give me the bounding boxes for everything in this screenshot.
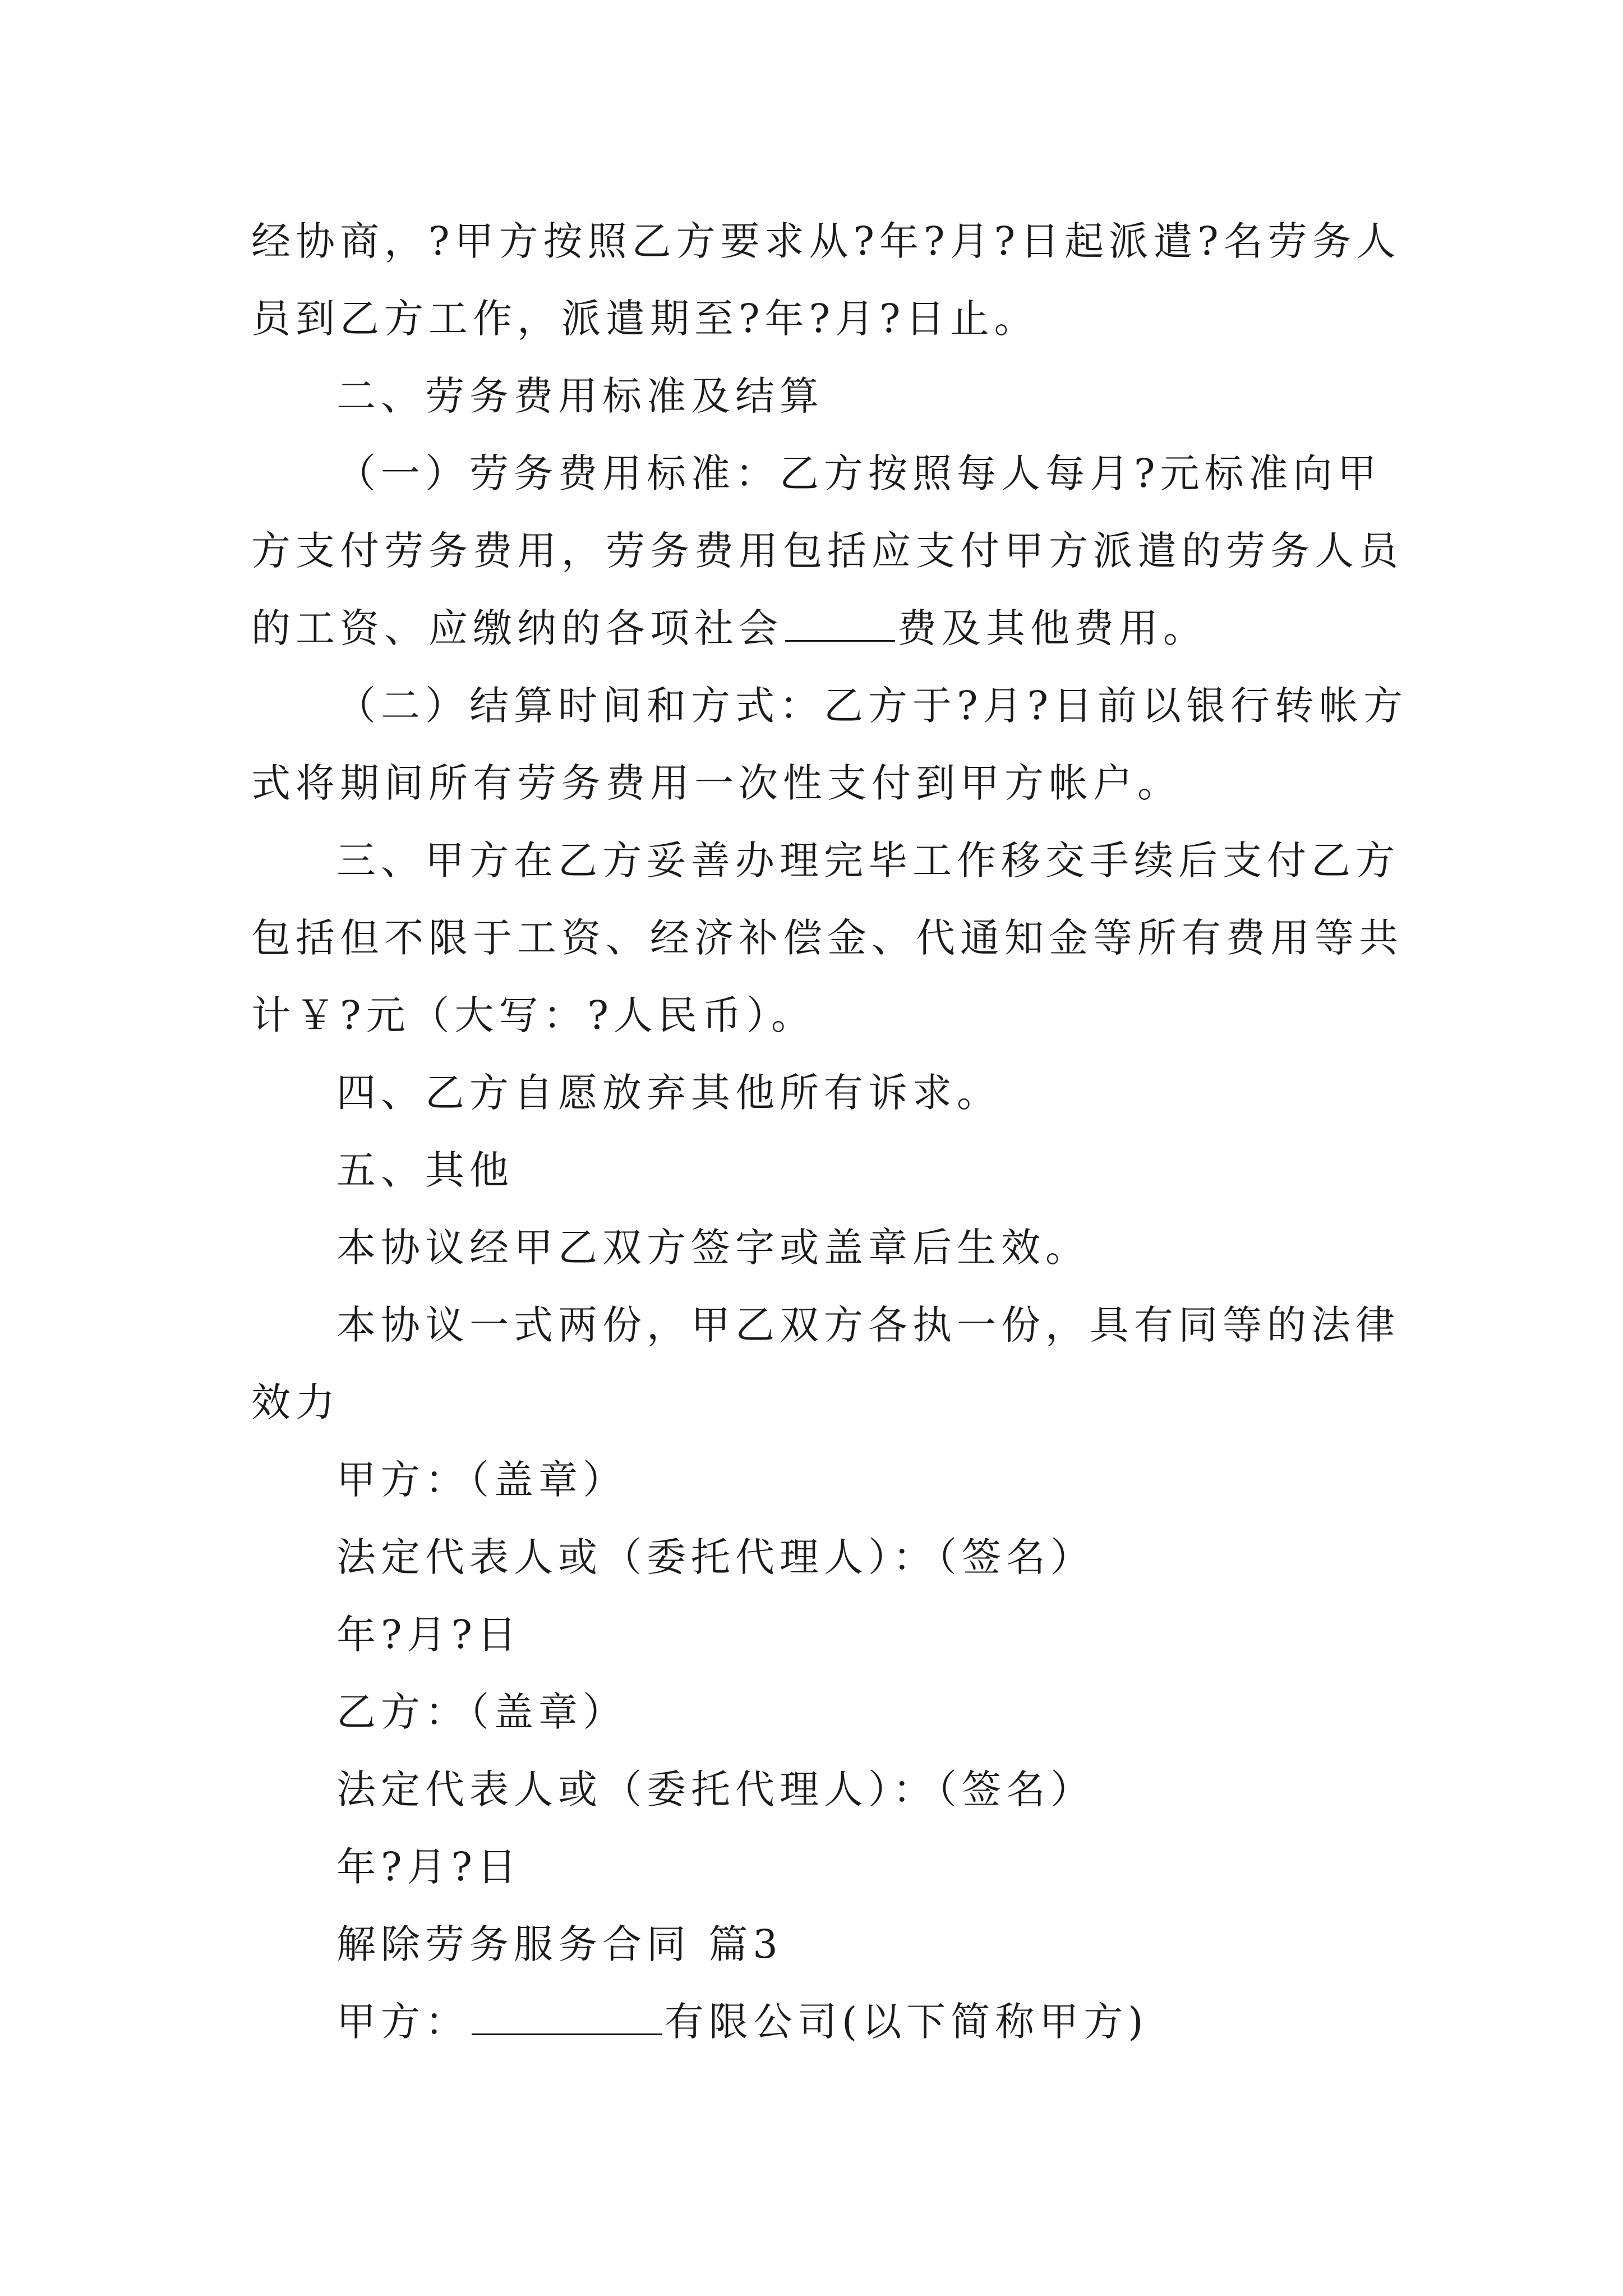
document-title: 解除劳务服务合同 篇3 (336, 1921, 783, 1967)
signature-line: 乙方：（盖章） (336, 1689, 627, 1735)
party-line-with-blank (336, 1994, 1149, 2050)
date-line: 年?月?日 (336, 1844, 522, 1890)
paragraph-line: 四、乙方自愿放弃其他所有诉求。 (336, 1070, 1001, 1116)
paragraph-line-with-blank (251, 600, 1207, 656)
paragraph-line: 本协议经甲乙双方签字或盖章后生效。 (336, 1225, 1090, 1271)
paragraph-line: 包括但不限于工资、经济补偿金、代通知金等所有费用等共 (251, 915, 1403, 961)
paragraph-line: 方支付劳务费用，劳务费用包括应支付甲方派遣的劳务人员 (251, 528, 1403, 574)
text-segment: 有限公司(以下简称甲方) (665, 1999, 1149, 2045)
paragraph-line: 本协议一式两份，甲乙双方各执一份，具有同等的法律 (336, 1302, 1400, 1348)
paragraph-line: 经协商，?甲方按照乙方要求从?年?月?日起派遣?名劳务人 (251, 218, 1401, 264)
paragraph-line: 式将期间所有劳务费用一次性支付到甲方帐户。 (251, 760, 1182, 806)
fill-in-blank (472, 1996, 662, 2035)
paragraph-line: 效力 (251, 1379, 340, 1425)
text-segment: 的工资、应缴纳的各项社会 (251, 605, 783, 651)
text-segment: 甲方： (336, 1999, 469, 2045)
paragraph-line: 三、甲方在乙方妥善办理完毕工作移交手续后支付乙方 (336, 838, 1400, 884)
paragraph-line: 员到乙方工作，派遣期至?年?月?日止。 (251, 296, 1039, 342)
paragraph-line: 计￥?元（大写：?人民币）。 (251, 992, 816, 1038)
date-line: 年?月?日 (336, 1612, 522, 1658)
signature-line: 法定代表人或（委托代理人）：（签名） (336, 1766, 1095, 1812)
paragraph-line: （二）结算时间和方式：乙方于?月?日前以银行转帐方 (336, 683, 1408, 729)
paragraph-line: （一）劳务费用标准：乙方按照每人每月?元标准向甲 (336, 450, 1382, 496)
signature-line: 法定代表人或（委托代理人）：（签名） (336, 1534, 1095, 1580)
section-heading: 五、其他 (336, 1147, 514, 1193)
signature-line: 甲方：（盖章） (336, 1457, 627, 1503)
fill-in-blank (785, 603, 895, 642)
section-heading: 二、劳务费用标准及结算 (336, 373, 824, 419)
text-segment: 费及其他费用。 (897, 605, 1207, 651)
